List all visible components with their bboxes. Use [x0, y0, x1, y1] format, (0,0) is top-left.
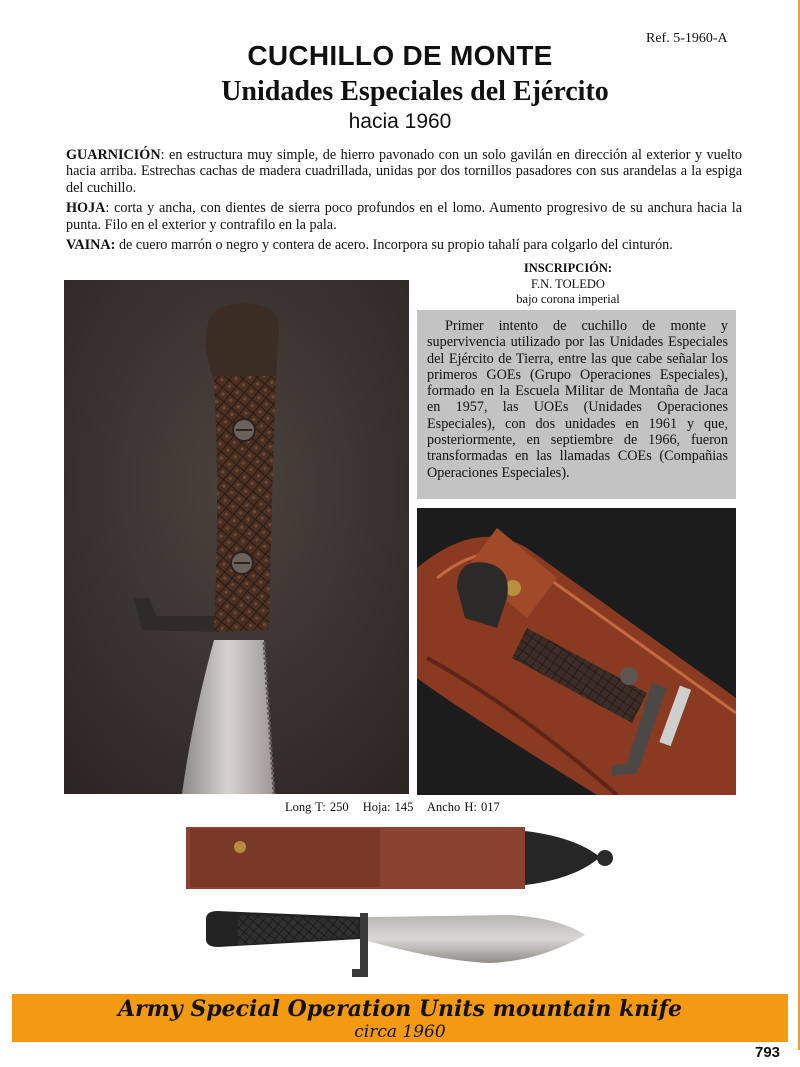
- description-block: [66, 147, 742, 257]
- description-hoja: [66, 200, 742, 233]
- description-label: HOJA: [66, 200, 106, 217]
- dimension-blade-width: Ancho H: 017: [426, 800, 500, 814]
- inscription-detail: bajo corona imperial: [516, 292, 620, 306]
- description-separator: :: [160, 147, 170, 163]
- dimension-total-length: Long T: 250: [285, 800, 349, 814]
- dimension-blade-length: Hoja: 145: [362, 800, 414, 814]
- knife-sheath-photo: [417, 508, 736, 795]
- english-date: circa 1960: [354, 1022, 446, 1042]
- inscription-heading: INSCRIPCIÓN:: [523, 261, 613, 275]
- history-note-text: Primer intento de cuchillo de monte y supervivencia utilizado por las Unidades Especiales del Ejército de Tierra, entre las que cabe señalar los primeros GOEs (Grupo Operaciones Especiales), formado en la Escuela Militar de Montaña de Jaca en 1957, las UOEs (Unidades Operaciones Especiales), con dos unidades en 1961 y que, posteriormente, en septiembre de 1966, fueron transformadas en las llamadas COEs (Compañias Operaciones Especiales).: [427, 318, 728, 481]
- page-title: CUCHILLO DE MONTE: [247, 40, 553, 71]
- inscription-mark: F.N. TOLEDO: [531, 276, 605, 291]
- reference-code: Ref. 5-1960-A: [646, 31, 728, 46]
- description-label: GUARNICIÓN: [66, 147, 161, 163]
- knife-handle-photo: [64, 280, 409, 794]
- history-note: [417, 310, 736, 499]
- description-text: de cuero marrón o negro y contera de acero. Incorpora su propio tahalí para colgarlo del cinturón.: [118, 237, 673, 254]
- description-separator: :: [105, 200, 115, 217]
- page-number: 793: [755, 1044, 781, 1061]
- description-text: corta y ancha, con dientes de sierra poco profundos en el lomo. Aumento progresivo de su anchura hacia la punta. Filo en el exterior y contrafilo en la pala.: [66, 200, 742, 233]
- description-label: VAINA:: [66, 237, 116, 254]
- description-vaina: [66, 237, 742, 253]
- description-text: en estructura muy simple, de hierro pavonado con un solo gavilán en dirección al exterior y vuelto hacia arriba. Estrechas cachas de madera cuadrillada, unidas por dos tornillos pasadores con sus arandelas a la espiga del cuchillo.: [66, 147, 742, 196]
- page-subtitle: Unidades Especiales del Ejército: [221, 76, 609, 107]
- dimensions: [285, 800, 510, 815]
- english-title: Army Special Operation Units mountain knife: [117, 996, 683, 1022]
- footer-banner: [12, 994, 788, 1042]
- description-guarnicion: [66, 147, 742, 196]
- page-date: hacia 1960: [348, 110, 452, 133]
- knife-and-sheath-photo: [180, 823, 624, 985]
- inscription-block: [480, 261, 656, 308]
